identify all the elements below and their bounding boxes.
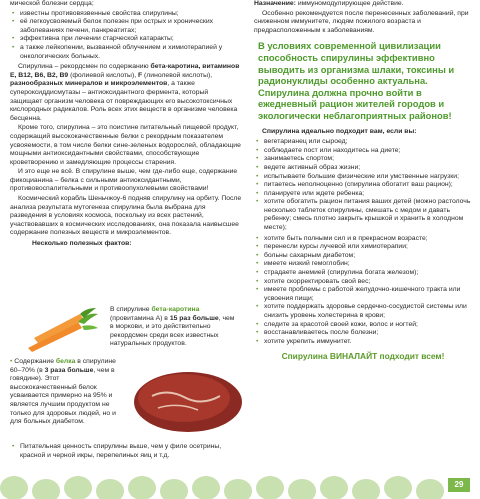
carrot-image — [22, 308, 100, 354]
text-run: , чем в моркови, и это действительно рекордсмен среди всех известных натуральных продуктов. — [110, 314, 235, 348]
paragraph-space: Космический корабль Шеньчжоу-6 подняв спирулину на орбиту. После анализа результата мутогенеза спирулина была выбрана для разведения в условиях космоса, поскольку из всех растений, участвовавших в космических исследованиях, она показала наивысшее содержание полезных веществ и микроэлементов. — [10, 195, 242, 237]
list-item: • восстанавливаетесь после болезни; — [254, 329, 472, 338]
list-item: • имеете проблемы с работой желудочно-кишечного тракта или усвоения пищи; — [254, 286, 472, 303]
purpose-label: Назначение: — [254, 0, 296, 7]
list-item: • хотите скорректировать свой вес; — [254, 278, 472, 287]
intro-line: мической болезни сердца; — [10, 0, 94, 7]
list-item: • её легкоусвояемый белок полезен при острых и хронических заболеваниях печени, панкреатитах; — [10, 18, 242, 35]
right-column — [254, 0, 472, 361]
list-item: • соблюдаете пост или находитесь на диете; — [254, 147, 472, 156]
ideal-list — [254, 138, 472, 233]
text-run-accent: белка — [55, 358, 76, 365]
list-item: • ведете активный образ жизни; — [254, 164, 472, 173]
list-item: • страдаете анемией (спирулина богата железом); — [254, 269, 472, 278]
tablets-decoration — [0, 458, 480, 499]
purpose-line — [254, 0, 472, 9]
list-item: • хотите быть полными сил и в прекрасном возрасте; — [254, 235, 472, 244]
text-run: в спирулине 60–70% (в — [10, 358, 116, 374]
list-item: • больны сахарным диабетом; — [254, 252, 472, 261]
text-run-accent: бета-каротина — [151, 306, 200, 313]
text-run: (провитамина А) в — [110, 314, 168, 322]
list-item: • испытываете большие физические или умственные нагрузки; — [254, 173, 472, 182]
text-run-bold: разнообразных минералов и микроэлементов — [10, 80, 168, 88]
text-run: (линолевой кислоты), — [144, 71, 213, 79]
beef-fact — [10, 358, 124, 427]
list-item: • эффективна при лечении старческой катаракты; — [10, 35, 242, 44]
benefits-list — [10, 10, 242, 62]
list-item: • хотите укрепить иммунитет. — [254, 338, 472, 347]
highlight-text: В условиях современной цивилизации способность спирулины эффективно выводить из организма шлаки, токсины и радионуклиды особенно актуальна. Спирулина должна прочно войти в ежедневный рацион жителей городов и экологически неблагоприятных районов! — [258, 40, 455, 121]
text-run: , чем в говядине). Этот высококачественный белок усваивается примерно на 95% и является лучшим продуктом не только для здоровых людей, но и для больных диабетом. — [10, 366, 116, 426]
list-item: • а также лейкопении, вызванной облучением и химиотерапией у онкологических больных. — [10, 44, 242, 61]
list-item: • хотите поддержать здоровье сердечно-сосудистой системы или снизить уровень холестерина в крови; — [254, 303, 472, 320]
ideal-heading: Спирулина идеально подходит вам, если вы: — [262, 127, 417, 135]
text-run: Спирулина – рекордсмен по содержанию — [18, 63, 149, 71]
text-run: , а также супероксиддисмутазы – антиоксидантного фермента, который защищает организм человека от повреждающих его высокотоксичных кислородных радикалов. Роль всех этих веществ в организме человека бесценна. — [10, 80, 238, 122]
text-run-bold: F — [138, 71, 143, 79]
carrot-fact — [110, 306, 238, 349]
list-item: • имеете низкий гемоглобин; — [254, 260, 472, 269]
list-item: • следите за красотой своей кожи, волос и ногтей; — [254, 321, 472, 330]
paragraph-protein: Кроме того, спирулина – это поистине питательный пищевой продукт, содержащий высококачественные белки с рекордным показателем усвояемости, в том числе белки сине-зеленых водорослей, обладающие мощными антиоксидантными свойствами, способствующие кроветворению и замедляющие процессы старения. — [10, 124, 241, 166]
beef-image — [128, 358, 242, 438]
text-run-bold: бета-каротина, витаминов Е, B12, B6, B2, B9 — [10, 63, 240, 79]
text-run: В спирулине — [110, 306, 150, 313]
purpose-text: иммуномодулирующее действие. — [297, 0, 404, 7]
list-item: • известны противовязвенные свойства спирулины; — [10, 10, 242, 19]
text-run: Содержание — [14, 358, 55, 365]
list-item: • занимаетесь спортом; — [254, 155, 472, 164]
section-title: Несколько полезных фактов: — [32, 240, 132, 248]
text-run-bold: 3 раза больше — [44, 366, 94, 374]
paragraph-phycocyanin: И это еще не всё. В спирулине выше, чем где-либо еще, содержание фикоцианина – белка с сильными антиоксидантными, противовоспалительными и противоопухолевыми свойствами! — [10, 168, 238, 193]
paragraph-record — [10, 63, 242, 123]
recommendation-paragraph: Особенно рекомендуется после перенесенных заболеваний, при сниженном иммунитете, людям пожилого возраста и предрасположенным к заболеваниям. — [254, 9, 469, 34]
list-item: • питаетесь неполноценно (спирулина обогатит ваш рацион); — [254, 181, 472, 190]
closing-slogan: Спирулина ВИНАЛАЙТ подходит всем! — [281, 351, 445, 362]
page-number: 29 — [448, 478, 470, 492]
left-column — [10, 0, 242, 251]
text-run: (фолиевой кислоты), — [70, 71, 137, 79]
list-item: • хотите обогатить рацион питания ваших детей (можно растолочь несколько таблеток спирулины, смешать с медом и давать ребенку; смесь плотно закрыть крышкой и хранить в холодном месте); — [254, 198, 472, 232]
list-item: • вегетарианец или сыроед; — [254, 138, 472, 147]
bullet-mark: • — [10, 358, 13, 365]
list-item: • Питательная ценность спирулины выше, чем у филе осетрины, красной и черной икры, перепелиных яиц и т.д. — [10, 443, 242, 460]
list-item: • планируете или ждете ребенка; — [254, 190, 472, 199]
ideal-list-continued — [254, 235, 472, 347]
text-run-bold: 15 раз больше — [169, 314, 219, 322]
list-item: • перенесли курсы лучевой или химиотерапии; — [254, 243, 472, 252]
